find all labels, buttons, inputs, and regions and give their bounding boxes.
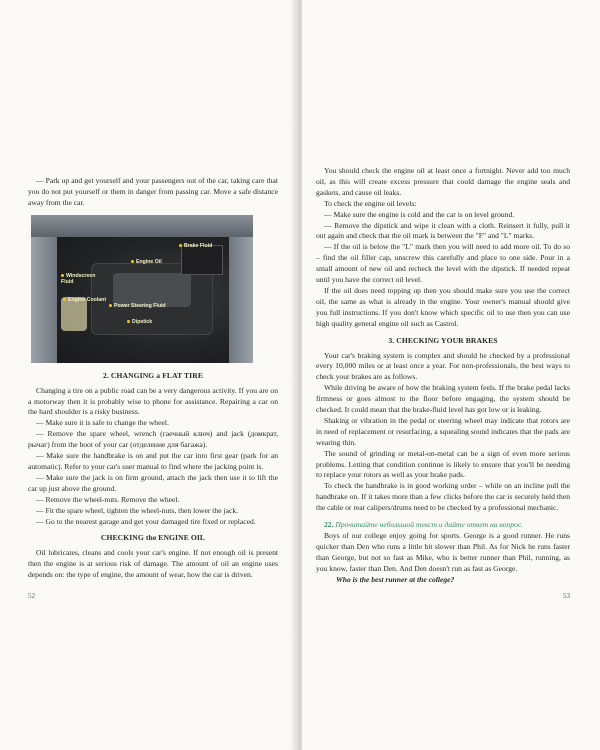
marker-dot-icon <box>127 320 130 323</box>
oil-step: — Remove the dipstick and wipe it clean with a cloth. Reinsert it fully, pull it out again and check that the oil mark is between the "F" and "L" marks. <box>316 220 570 241</box>
tire-paragraph: Changing a tire on a public road can be a very dangerous activity. If you are on a motorway then it is probably wise to phone for assistance. Repairing a car on the hard shoulder is a risky business. <box>28 385 278 417</box>
heading-checking-brakes: 3. CHECKING YOUR BRAKES <box>388 335 498 345</box>
label-windscreen-fluid: Windscreen Fluid <box>61 272 96 285</box>
brake-paragraph: Your car's braking system is complex and should be checked by a professional every 10,000 miles or at least once a year. For non-professionals, the best ways to check your brakes are as follows. <box>316 350 570 382</box>
page-number-left: 52 <box>28 592 35 600</box>
oil-intro-paragraph: Oil lubricates, cleans and cools your car's engine. If not enough oil is present then the engine is at serious risk of damage. The amount of oil an engine uses depends on: the type of engine, the amount of wear, how the car is driven. <box>28 548 278 580</box>
oil-step: — Make sure the engine is cold and the car is on level ground. <box>324 209 515 219</box>
label-dipstick: Dipstick <box>127 317 152 328</box>
page-number-right: 53 <box>563 592 570 600</box>
marker-dot-icon <box>63 298 66 301</box>
heading-changing-flat-tire: 2. CHANGING a FLAT TIRE <box>103 370 203 380</box>
marker-dot-icon <box>109 304 112 307</box>
oil-paragraph: To check the engine oil levels: <box>324 198 417 208</box>
tire-step: — Fit the spare wheel, tighten the wheel-nuts, then lower the jack. <box>36 505 239 515</box>
brake-paragraph: To check the handbrake is in good working order – while on an incline pull the handbrake on. If it takes more than a few clicks before the car is securely held then the cable or rear calipers/drums need to be checked by a professional mechanic. <box>316 481 570 513</box>
marker-dot-icon <box>131 260 134 263</box>
exercise-instruction <box>316 520 570 531</box>
label-brake-fluid: Brake Fluid <box>179 241 212 252</box>
left-column <box>28 176 278 581</box>
label-engine-oil: Engine Oil <box>131 257 162 268</box>
brake-paragraph: The sound of grinding or metal-on-metal can be a sign of even more serious problems. Letting that condition continue is likely to ensure that you'll be needing to replace your rotors as well as your brake pads. <box>316 448 570 480</box>
oil-paragraph: If the oil does need topping up then you should make sure you use the correct oil, the same as what is already in the engine. Your owner's manual should give you full instructions. If you don't know which specific oil to use then you can use high quality general engine oil such as Castrol. <box>316 285 570 328</box>
photo-hood <box>31 215 253 237</box>
tire-step: — Make sure the handbrake is on and put the car into first gear (park for an automatic). Refer to your car's user manual to find where the jacking point is. <box>28 451 278 471</box>
tire-step: — Remove the spare wheel, wrench (гаечный ключ) and jack (домкрат, рычаг) from the boot of your car (отделение для багажа). <box>28 429 278 450</box>
intro-paragraph: — Park up and get yourself and your passengers out of the car, taking care that you do not put yourself or them in danger from passing car. Move a safe distance away from the car. <box>28 176 278 207</box>
exercise-text: Boys of our college enjoy going for sports. George is a good runner. He runs quicker than Den who runs a little bit slower than Phil. As for Nick he runs faster than George, but not so fast as Mike, who is better runner than Phil, running, as you know, faster than Den. And Den doesn't run as fast as George. <box>316 531 570 573</box>
brake-paragraph: Shaking or vibration in the pedal or steering wheel may indicate that rotors are in need of replacement or resurfacing, a squealing sound indicates that the pads are wearing thin. <box>316 415 570 447</box>
exercise-number: 22. <box>324 520 334 530</box>
brake-paragraph: While driving be aware of how the braking system feels. If the brake pedal lacks firmness or goes almost to the floor before engaging, the system should be checked. It could mean that the brake-fluid level has got low or is leaking. <box>316 383 570 415</box>
label-engine-coolant: Engine Coolant <box>63 295 106 306</box>
right-page <box>302 0 600 750</box>
oil-step: — If the oil is below the "L" mark then you will need to add more oil. To do so – find the oil filler cap, unscrew this carefully and place to one side. Pour in a small amount of new oil and recheck the level with the dipstick. If needed repeat until you have the correct oil level. <box>316 242 570 285</box>
exercise-question: Who is the best runner at the college? <box>336 574 455 584</box>
marker-dot-icon <box>179 244 182 247</box>
engine-bay-photo <box>31 215 253 363</box>
left-page <box>0 0 298 750</box>
tire-step: — Make sure the jack is on firm ground, attach the jack then use it to lift the car up just above the ground. <box>28 472 278 493</box>
marker-dot-icon <box>61 274 64 277</box>
tire-step: — Remove the wheel-nuts. Remove the wheel. <box>36 494 180 504</box>
tire-step: — Go to the nearest garage and get your damaged tire fixed or replaced. <box>36 516 256 526</box>
exercise-instruction-text: Прочитайте небольшой текст и дайте ответ на вопрос. <box>335 520 524 530</box>
tire-step: — Make sure it is safe to change the wheel. <box>36 418 169 428</box>
heading-checking-engine-oil: CHECKING the ENGINE OIL <box>100 533 206 543</box>
right-column <box>316 166 570 586</box>
label-power-steering-fluid: Power Steering Fluid <box>109 301 166 312</box>
photo-fender-right <box>229 237 253 363</box>
oil-paragraph: You should check the engine oil at least once a fortnight. Never add too much oil, as this will create excess pressure that could damage the engine seals and gaskets, and cause oil leaks. <box>316 166 570 197</box>
photo-fender-left <box>31 237 57 363</box>
